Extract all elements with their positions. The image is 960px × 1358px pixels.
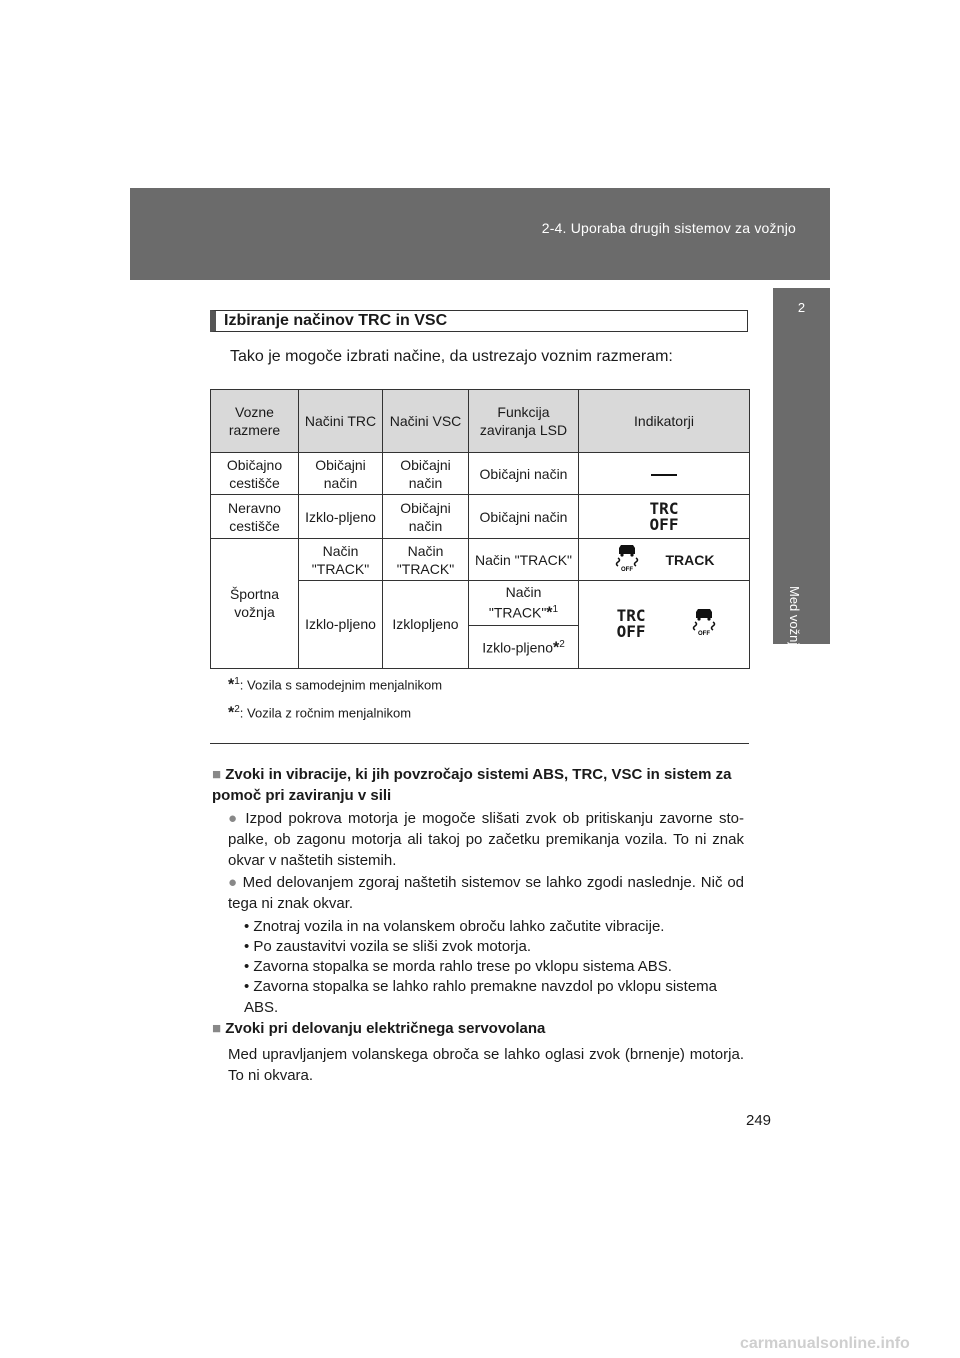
cell: Način "TRACK" [469,539,579,581]
indicator-cell [579,539,750,581]
table-row [211,495,750,539]
cell: Način "TRACK" [299,539,383,581]
divider [210,743,749,744]
svg-text:OFF: OFF [620,566,633,572]
page-number: 249 [746,1112,772,1129]
cell [469,581,579,626]
intro-text: Tako je mogoče izbrati načine, da ustrezajo voznim razmeram: [230,348,673,365]
footnote-2: *$^2$: Vozila z ročnim menjalnikom [228,704,412,722]
note-paragraph: Med upravljanjem volanskega obroča se lahko oglasi zvok (brnenje) motorja. To ni okvara. [228,1046,744,1084]
footnote-ref: 1 [552,604,559,615]
indicator-cell [579,581,750,669]
footnote-mark: * [546,604,553,622]
cell [469,625,579,668]
modes-table [210,389,750,669]
table-row [211,453,750,495]
vsc-off-icon [614,544,640,576]
header-band [130,188,830,280]
note-bullet-2: ● Med delovanjem zgoraj naštetih sistemov se lahko zgodi naslednje. Nič od tega ni znak okvar. [228,874,745,912]
cell: Izklopljeno [383,581,469,669]
header-cell: Vozne razmere [211,390,299,453]
trc-off-icon: TRC OFF [616,606,646,642]
breadcrumb: 2-4. Uporaba drugih sistemov za vožnjo [541,220,796,236]
footnote-1: *$^1$: Vozila s samodejnim menjalnikom [228,676,443,694]
indicator-cell [579,453,750,495]
svg-text:OFF: OFF [697,631,710,637]
note-bullet-1: ● Izpod pokrova motorja je mogoče slišati zvok ob pritiskanju zavorne sto-palke, ob zagonu motorja ali takoj po začetku premikanja vozila. To ni znak okvar v naštetih sistemih. [228,810,744,869]
trc-off-icon: TRC OFF [649,498,679,534]
header-cell: Načini TRC [299,390,383,453]
note-heading-2: ■ Zvoki pri delovanju električnega servovolana [212,1020,546,1037]
cell: Običajni način [299,453,383,495]
indicator-cell [579,495,750,539]
list-item: • Zavorna stopalka se lahko rahlo premakne navzdol po vklopu sistema ABS. [244,978,718,1016]
cell: Izklo-pljeno [299,495,383,539]
footnote-ref: 2 [559,638,565,650]
cell: Neravno cestišče [211,495,299,539]
cell: Običajni način [383,453,469,495]
cell: Običajno cestišče [211,453,299,495]
cell: Način "TRACK" [383,539,469,581]
track-label: TRACK [665,551,715,568]
chapter-label: Med vožnjo [787,586,802,653]
cell: Izklo-pljeno [299,581,383,669]
lsd-value: Izklo-pljeno [482,639,554,656]
header-cell: Funkcija zaviranja LSD [469,390,579,453]
vsc-off-icon [691,608,717,640]
cell: Običajni način [469,453,579,495]
cell: Običajni način [383,495,469,539]
header-cell: Indikatorji [579,390,750,453]
chapter-number: 2 [797,300,806,315]
header-cell: Načini VSC [383,390,469,453]
watermark: carmanualsonline.info [740,1335,910,1352]
footnote-mark: * [553,639,560,657]
list-item: • Zavorna stopalka se morda rahlo trese po vklopu sistema ABS. [244,958,672,975]
cell: Športna vožnja [211,539,299,669]
table-row [211,539,750,581]
list-item: • Po zaustavitvi vozila se sliši zvok motorja. [244,938,532,955]
cell: Običajni način [469,495,579,539]
note-heading-1: ■ Zvoki in vibracije, ki jih povzročajo sistemi ABS, TRC, VSC in sistem za pomoč pri zaviranju v sili [212,766,732,804]
list-item: • Znotraj vozila in na volanskem obroču lahko začutite vibracije. [244,918,665,935]
lsd-value: Način "TRACK" [488,584,547,621]
dash-icon [651,474,677,476]
section-title: Izbiranje načinov TRC in VSC [210,310,748,332]
table-header-row [211,390,750,453]
